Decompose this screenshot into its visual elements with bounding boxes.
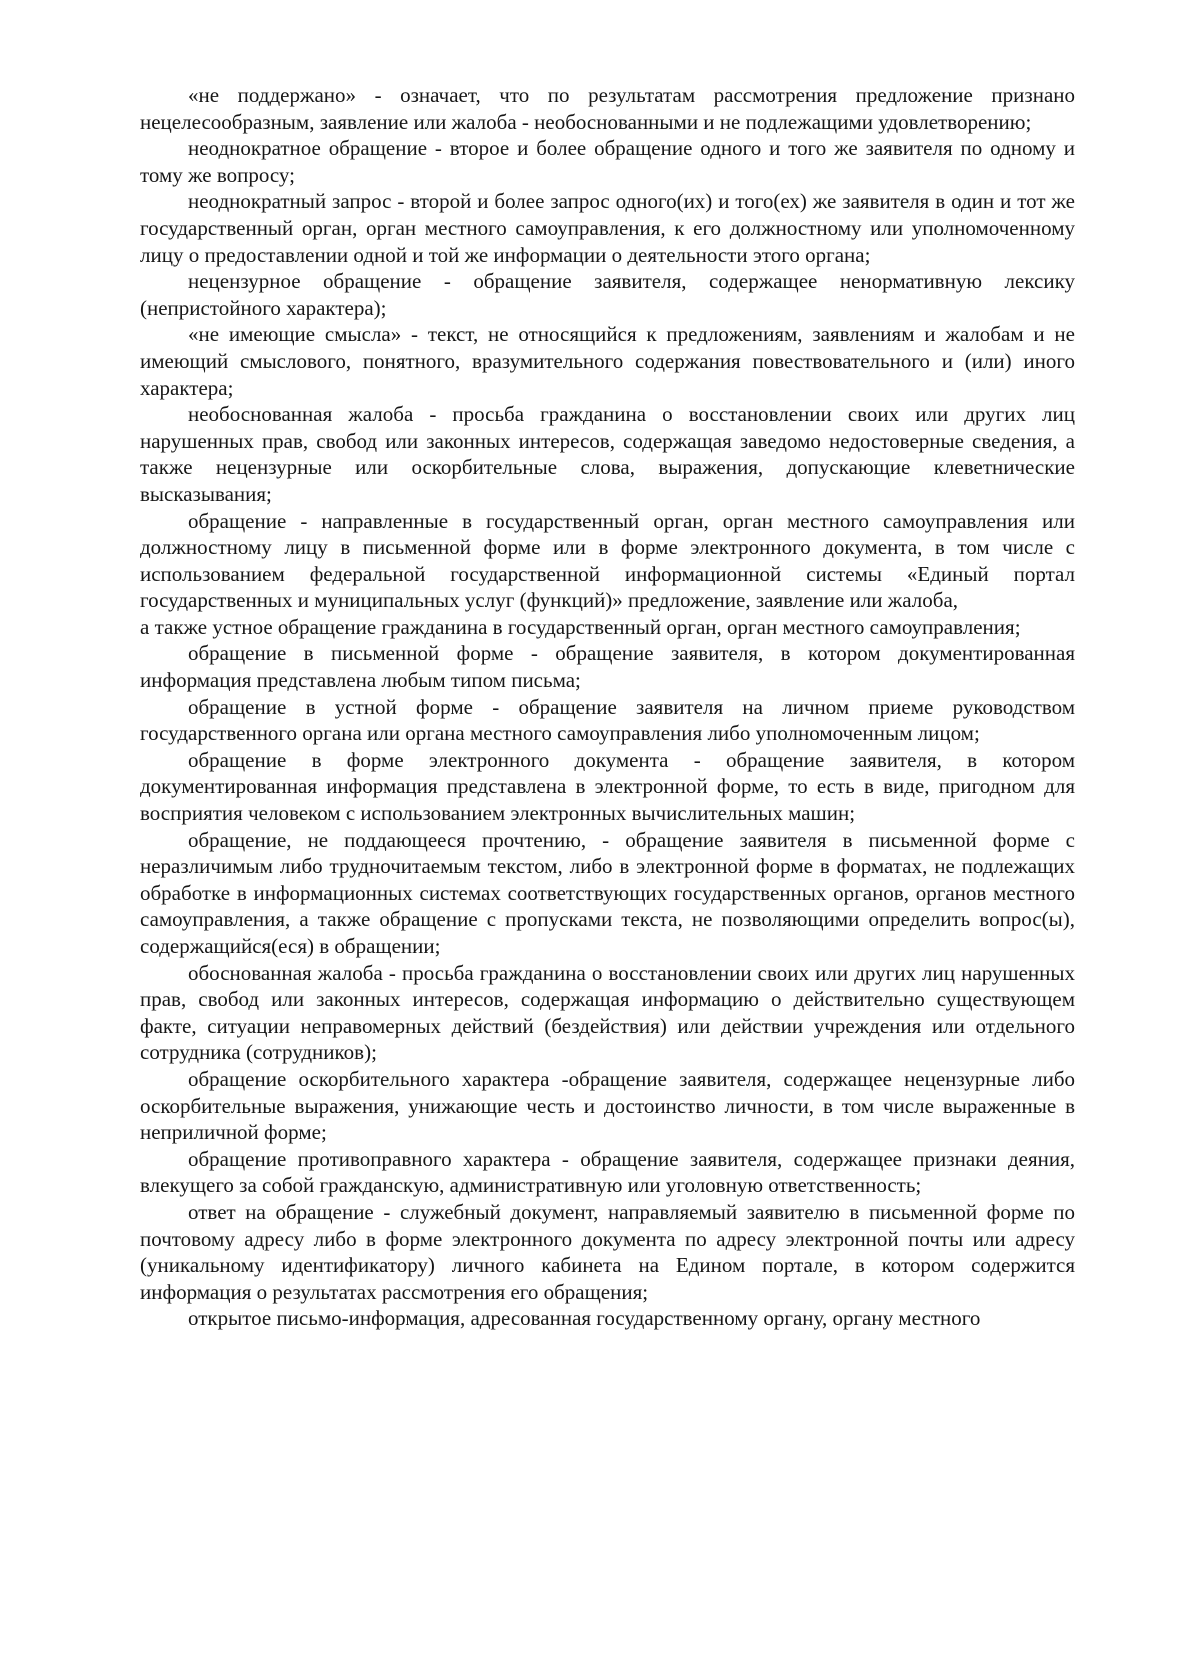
paragraph-ne-poddayushcheesya-prochteniyu: обращение, не поддающееся прочтению, - обращение заявителя в письменной форме с неразличимым либо трудночитаемым текстом, либо в электронной форме в форматах, не подлежащих обработке в информационных системах соответствующих государственных органов, органов местного самоуправления, а также обращение с пропусками текста, не позволяющими определить вопрос(ы), содержащийся(еся) в обращении; bbox=[140, 827, 1075, 958]
paragraph-neobosnovannaya-zhaloba: необоснованная жалоба - просьба гражданина о восстановлении своих или других лиц нарушенных прав, свобод или законных интересов, содержащая заведомо недостоверные сведения, а также нецензурные или оскорбительные слова, выражения, допускающие клеветнические высказывания; bbox=[140, 402, 1075, 506]
document-body bbox=[140, 82, 1075, 1332]
paragraph-elektronnyi-dokument: обращение в форме электронного документа - обращение заявителя, в котором документированная информация представлена в электронной форме, то есть в виде, пригодном для восприятия человеком с использованием электронных вычислительных машин; bbox=[140, 747, 1075, 826]
paragraph-ustnaya-forma: обращение в устной форме - обращение заявителя на личном приеме руководством государственного органа или органа местного самоуправления либо уполномоченным лицом; bbox=[140, 694, 1075, 746]
paragraph-oskorbitelnyi-harakter: обращение оскорбительного характера -обращение заявителя, содержащее нецензурные либо оскорбительные выражения, унижающие честь и достоинство личности, в том числе выраженные в неприличной форме; bbox=[140, 1066, 1075, 1145]
paragraph-otkrytoe-pismo: открытое письмо-информация, адресованная государственному органу, органу местного bbox=[188, 1306, 981, 1331]
paragraph-ne-imeyushchie-smysla: «не имеющие смысла» - текст, не относящийся к предложениям, заявлениям и жалобам и не имеющий смыслового, понятного, вразумительного содержания повествовательного и (или) иного характера; bbox=[140, 322, 1075, 400]
paragraph-neodnokratnyi-zapros: неоднократный запрос - второй и более запрос одного(их) и того(ех) же заявителя в один и тот же государственный орган, орган местного самоуправления, к его должностному или уполномоченному лицу о предоставлении одной и той же информации о деятельности этого органа; bbox=[140, 189, 1075, 267]
paragraph-pismennaya-forma: обращение в письменной форме - обращение заявителя, в котором документированная информация представлена любым типом письма; bbox=[140, 641, 1075, 693]
paragraph-neodnokratnoe-obrashchenie: неоднократное обращение - второе и более обращение одного и того же заявителя по одному и тому же вопросу; bbox=[140, 136, 1075, 187]
paragraph-ne-podderzhano: «не поддержано» - означает, что по результатам рассмотрения предложение признано нецелесообразным, заявление или жалоба - необоснованными и не подлежащими удовлетворению; bbox=[140, 83, 1075, 134]
paragraph-otvet-na-obrashchenie: ответ на обращение - служебный документ, направляемый заявителю в письменной форме по почтовому адресу либо в форме электронного документа по адресу электронной почты или адресу (уникальному идентификатору) личного кабинета на Едином портале, в котором содержится информация о результатах рассмотрения его обращения; bbox=[140, 1199, 1075, 1304]
paragraph-necenzurnoe-obrashchenie: нецензурное обращение - обращение заявителя, содержащее ненормативную лексику (непристойного характера); bbox=[140, 269, 1075, 320]
paragraph-obrashchenie-definition: обращение - направленные в государственный орган, орган местного самоуправления или должностному лицу в письменной форме или в форме электронного документа, в том числе с использованием федеральной государственной информационной системы «Единый портал государственных и муниципальных услуг (функций)» предложение, заявление или жалоба, bbox=[140, 508, 1075, 613]
paragraph-obosnovannaya-zhaloba: обоснованная жалоба - просьба гражданина о восстановлении своих или других лиц нарушенных прав, свобод или законных интересов, содержащая информацию о действительно существующем факте, ситуации неправомерных действий (бездействия) или действии учреждения или отдельного сотрудника (сотрудников); bbox=[140, 960, 1075, 1065]
paragraph-ustnoe-obrashchenie: а также устное обращение гражданина в государственный орган, орган местного самоуправления; bbox=[140, 614, 1021, 639]
paragraph-protivopravnyi-harakter: обращение противоправного характера - обращение заявителя, содержащее признаки деяния, влекущего за собой гражданскую, административную или уголовную ответственность; bbox=[140, 1146, 1075, 1198]
